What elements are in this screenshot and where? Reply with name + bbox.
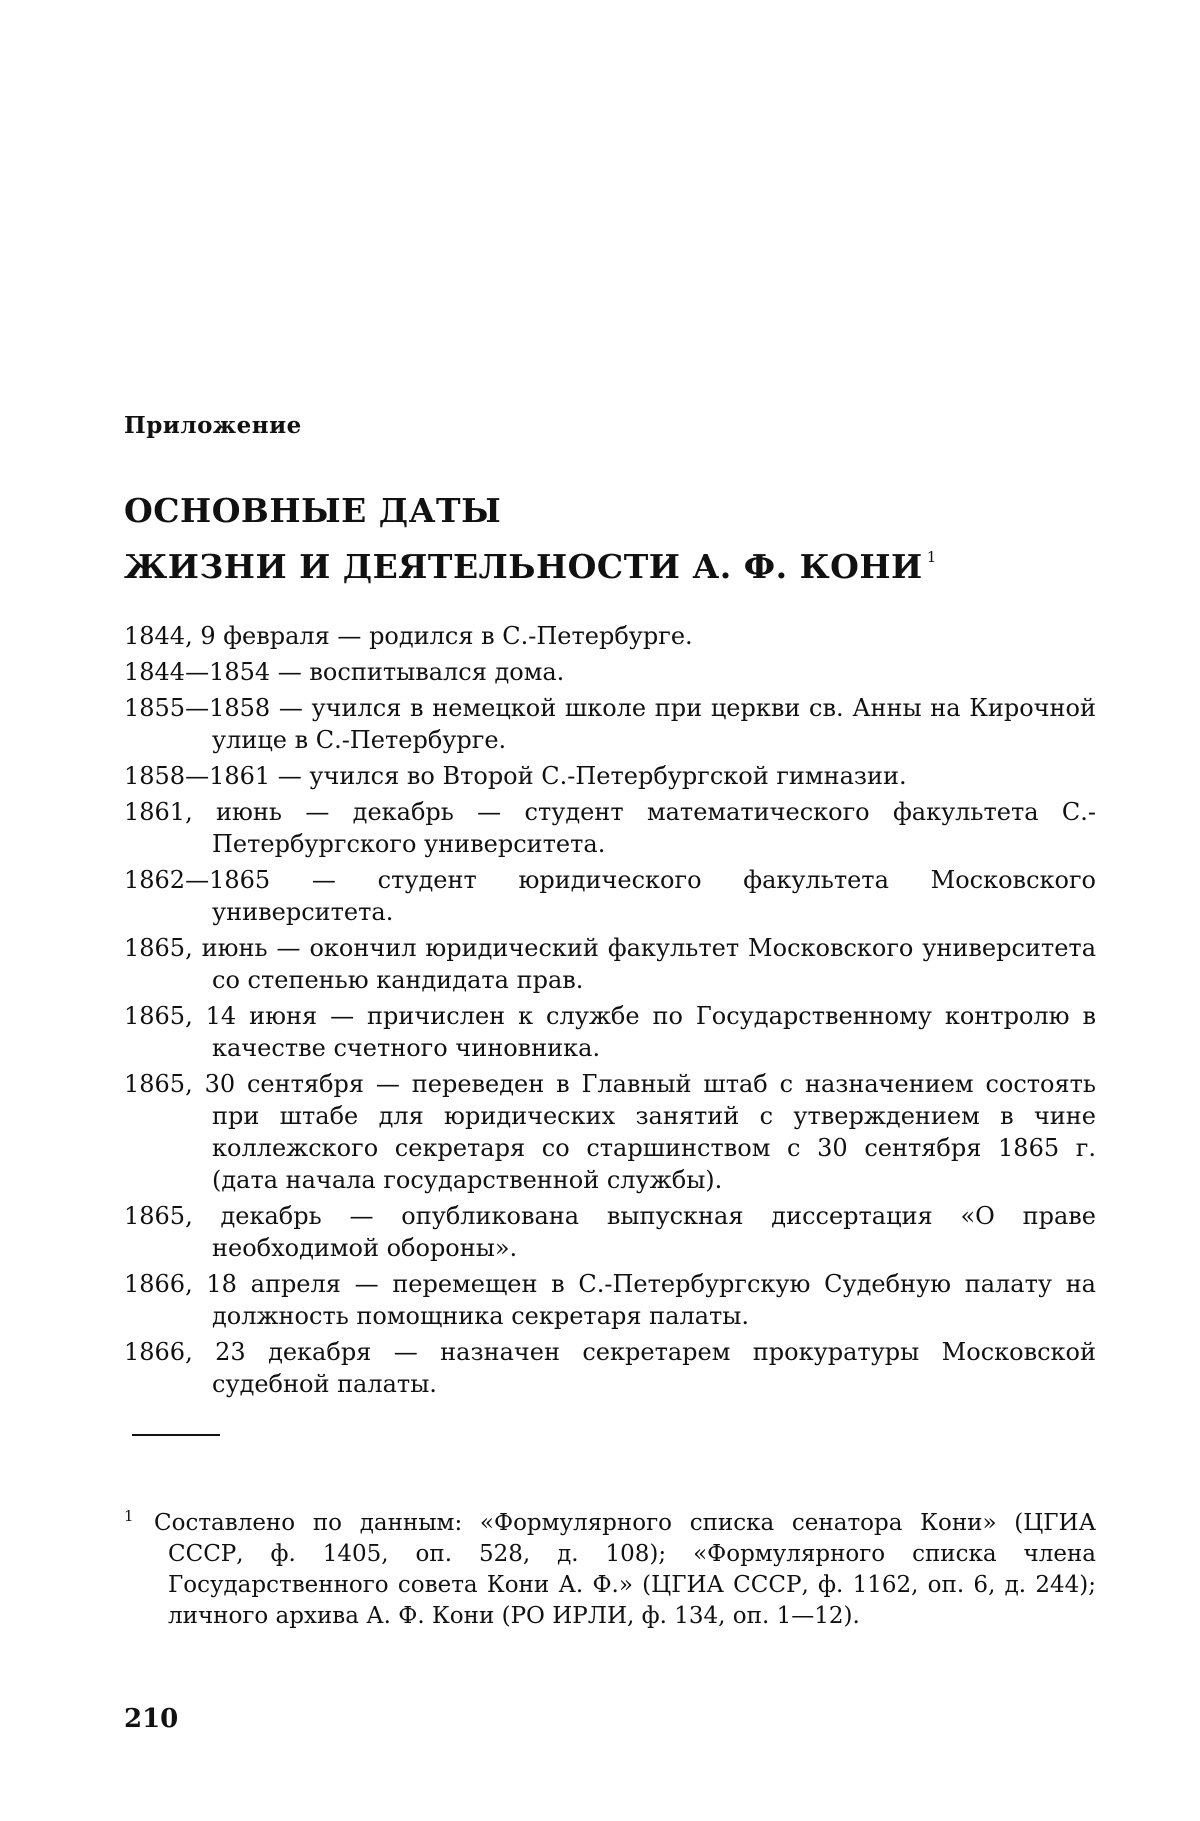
section-label: Приложение [124,412,302,439]
chronology-entry [124,692,1096,756]
title-footnote-ref: 1 [926,548,937,566]
entry-separator: — [317,1002,368,1030]
entry-separator: — [270,694,312,722]
entry-date: 1844—1854 [124,658,271,686]
chronology-entry [124,796,1096,860]
entry-separator: — [340,1270,393,1298]
entry-date: 1858—1861 [124,762,271,790]
footnote-mark: 1 [124,1507,134,1525]
page-title [124,488,937,590]
chronology-entry [124,620,1096,652]
entry-text: учился во Второй С.-Петербургской гимназии. [309,762,907,790]
entry-date: 1862—1865 [124,866,271,894]
entry-separator: — [329,622,370,650]
entry-separator: — [371,1338,441,1366]
entry-text: родился в С.-Петербурге. [369,622,693,650]
chronology-list [124,620,1096,1404]
entry-text: перемещен в С.-Петербургскую Судебную палату на должность помощника секретаря палаты. [212,1270,1096,1330]
chronology-entry [124,1068,1096,1196]
entry-separator: — [267,934,310,962]
entry-separator: — [270,658,310,686]
footnote-divider [132,1434,220,1436]
title-line-2 [124,534,937,590]
entry-text: опубликована выпускная диссертация «О праве необходимой обороны». [212,1202,1096,1262]
entry-text: студент математического факультета С.-Петербургского университета. [212,798,1096,858]
entry-text: причислен к службе по Государственному контролю в качестве счетного чиновника. [212,1002,1096,1062]
entry-separator: — [364,1070,412,1098]
entry-date: 1865, 14 июня [124,1002,318,1030]
entry-date: 1861, июнь — декабрь [124,798,454,826]
title-line-2-text: ЖИЗНИ И ДЕЯТЕЛЬНОСТИ А. Ф. КОНИ [124,547,923,586]
entry-text: учился в немецкой школе при церкви св. Анны на Кирочной улице в С.-Петербурге. [212,694,1096,754]
chronology-entry [124,1000,1096,1064]
page-number: 210 [124,1704,179,1734]
chronology-entry [124,760,1096,792]
entry-date: 1865, 30 сентября [124,1070,365,1098]
entry-date: 1855—1858 [124,694,271,722]
entry-date: 1865, июнь [124,934,268,962]
chronology-entry [124,932,1096,996]
entry-separator: — [270,866,378,894]
entry-text: переведен в Главный штаб с назначением состоять при штабе для юридических занятий с утверждением в чине коллежского секретаря со старшинством с 30 сентября 1865 г. (дата начала государственной службы). [212,1070,1096,1194]
title-line-1: ОСНОВНЫЕ ДАТЫ [124,491,502,530]
entry-text: назначен секретарем прокуратуры Московской судебной палаты. [212,1338,1096,1398]
chronology-entry [124,864,1096,928]
entry-date: 1844, 9 февраля [124,622,330,650]
footnote-text: Составлено по данным: «Формулярного списка сенатора Кони» (ЦГИА СССР, ф. 1405, оп. 528, д. 108); «Формулярного списка члена Государственного совета Кони А. Ф.» (ЦГИА СССР, ф. 1162, оп. 6, д. 244); личного архива А. Ф. Кони (РО ИРЛИ, ф. 134, оп. 1—12). [154,1510,1096,1629]
entry-text: окончил юридический факультет Московского университета со степенью кандидата прав. [212,934,1097,994]
entry-text: воспитывался дома. [309,658,565,686]
entry-separator: — [321,1202,402,1230]
footnote [124,1501,1096,1632]
entry-separator: — [453,798,525,826]
entry-date: 1865, декабрь [124,1202,322,1230]
chronology-entry [124,1200,1096,1264]
chronology-entry [124,1268,1096,1332]
entry-date: 1866, 23 декабря [124,1338,372,1366]
entry-separator: — [270,762,310,790]
entry-date: 1866, 18 апреля [124,1270,341,1298]
chronology-entry [124,656,1096,688]
chronology-entry [124,1336,1096,1400]
entry-text: студент юридического факультета Московского университета. [212,866,1096,926]
